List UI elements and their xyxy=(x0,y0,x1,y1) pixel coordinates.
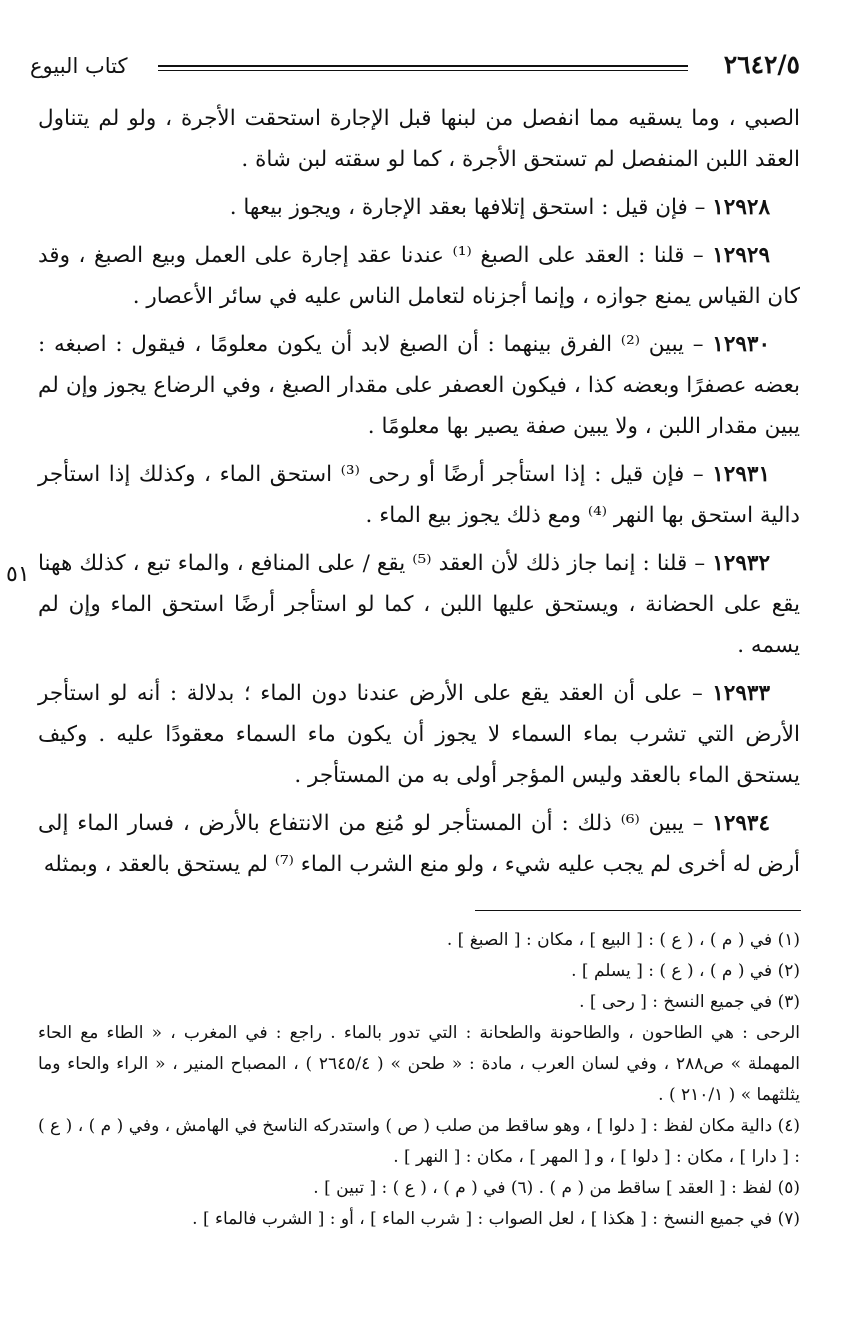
paragraph-number: ١٢٩٣١ xyxy=(712,462,770,487)
paragraph xyxy=(38,187,800,228)
paragraph xyxy=(38,803,800,885)
paragraph xyxy=(38,98,800,180)
paragraph-text: – فإن قيل : استحق إتلافها بعقد الإجارة ، ويجوز بيعها . xyxy=(229,195,713,220)
paragraph-text: – يبين ⁽²⁾ الفرق بينهما : أن الصبغ لابد أن يكون معلومًا ، فيقول : اصبغه : بعضه عصفرًا وبعضه كذا ، فيكون العصفر على مقدار الصبغ ، وفي الرضاع يجوز وإن لم يبين مقدار اللبن ، ولا يبين صفة يصير بها معلومًا . xyxy=(38,332,800,439)
paragraph xyxy=(38,543,800,666)
paragraph-number: ١٢٩٣٠ xyxy=(712,332,771,357)
paragraph-text: – قلنا : إنما جاز ذلك لأن العقد ⁽⁵⁾ يقع / على المنافع ، والماء تبع ، كذلك ههنا يقع على الحضانة ، ويستحق عليها اللبن ، كما لو استأجر أرضًا استحق الماء وإن لم يسمه . xyxy=(38,551,800,658)
margin-page-number: ٥١ xyxy=(6,562,30,587)
paragraph xyxy=(38,454,800,536)
footnote: الرحى : هي الطاحون ، والطاحونة والطحانة : التي تدور بالماء . راجع : في المغرب ، « الطاء مع الحاء المهملة » ص٢٨٨ ، وفي لسان العرب ، مادة : « طحن » ( ٢٦٤٥/٤ ) ، المصباح المنير ، « الراء والحاء وما يثلثهما » ( ٢١٠/١ ) . xyxy=(38,1023,800,1105)
paragraph xyxy=(38,324,800,447)
footnote: (٧) في جميع النسخ : [ هكذا ] ، لعل الصواب : [ شرب الماء ] ، أو : [ الشرب فالماء ] . xyxy=(192,1209,800,1229)
footnotes xyxy=(38,925,800,1235)
paragraph xyxy=(38,235,800,317)
paragraph-text: الصبي ، وما يسقيه مما انفصل من لبنها قبل الإجارة استحقت الأجرة ، ولو لم يتناول العقد اللبن المنفصل لم تستحق الأجرة ، كما لو سقته لبن شاة . xyxy=(38,106,800,172)
footnote: (٥) لفظ : [ العقد ] ساقط من ( م ) . (٦) في ( م ) ، ( ع ) : [ تبين ] . xyxy=(313,1178,800,1198)
paragraph-number: ١٢٩٢٨ xyxy=(712,195,770,220)
paragraph xyxy=(38,673,800,796)
footnote-divider xyxy=(475,910,801,911)
footnote: (٤) دالية مكان لفظ : [ دلوا ] ، وهو ساقط من صلب ( ص ) واستدركه الناسخ في الهامش ، وفي ( م ) ، ( ع ) : [ دارا ] ، مكان : [ دلوا ] ، و [ المهر ] ، مكان : [ النهر ] . xyxy=(38,1116,800,1167)
paragraph-number: ١٢٩٢٩ xyxy=(712,243,770,268)
header-rule xyxy=(158,65,688,67)
paragraph-text: – يبين ⁽⁶⁾ ذلك : أن المستأجر لو مُنِع من الانتفاع بالأرض ، فسار الماء إلى أرض له أخرى لم يجب عليه شيء ، ولو منع الشرب الماء ⁽⁷⁾ لم يستحق بالعقد ، وبمثله xyxy=(38,811,800,877)
paragraph-number: ١٢٩٣٢ xyxy=(712,551,770,576)
paragraph-text: – فإن قيل : إذا استأجر أرضًا أو رحى ⁽³⁾ استحق الماء ، وكذلك إذا استأجر دالية استحق بها النهر ⁽⁴⁾ ومع ذلك يجوز بيع الماء . xyxy=(38,462,800,528)
page-header xyxy=(30,50,800,90)
footnote: (١) في ( م ) ، ( ع ) : [ البيع ] ، مكان : [ الصبغ ] . xyxy=(446,930,800,950)
footnote: (٢) في ( م ) ، ( ع ) : [ يسلم ] . xyxy=(571,961,800,981)
paragraph-number: ١٢٩٣٣ xyxy=(712,681,770,706)
paragraph-text: – قلنا : العقد على الصبغ ⁽¹⁾ عندنا عقد إجارة على العمل وبيع الصبغ ، وقد كان القياس يمنع جوازه ، وإنما أجزناه لتعامل الناس عليه في سائر الأعصار . xyxy=(38,243,800,309)
header-rule-thin xyxy=(158,70,688,71)
paragraph-text: – على أن العقد يقع على الأرض عندنا دون الماء ؛ بدلالة : أنه لو استأجر الأرض التي تشرب بماء السماء لا يجوز أن يكون ماء السماء معقودًا عليه . وكيف يستحق الماء بالعقد وليس المؤجر أولى به من المستأجر . xyxy=(38,681,800,788)
page-number: ٢٦٤٢/٥ xyxy=(723,50,800,79)
main-text xyxy=(38,98,800,892)
footnote: (٣) في جميع النسخ : [ رحى ] . xyxy=(579,992,800,1012)
book-title: كتاب البيوع xyxy=(30,54,128,78)
paragraph-number: ١٢٩٣٤ xyxy=(712,811,771,836)
